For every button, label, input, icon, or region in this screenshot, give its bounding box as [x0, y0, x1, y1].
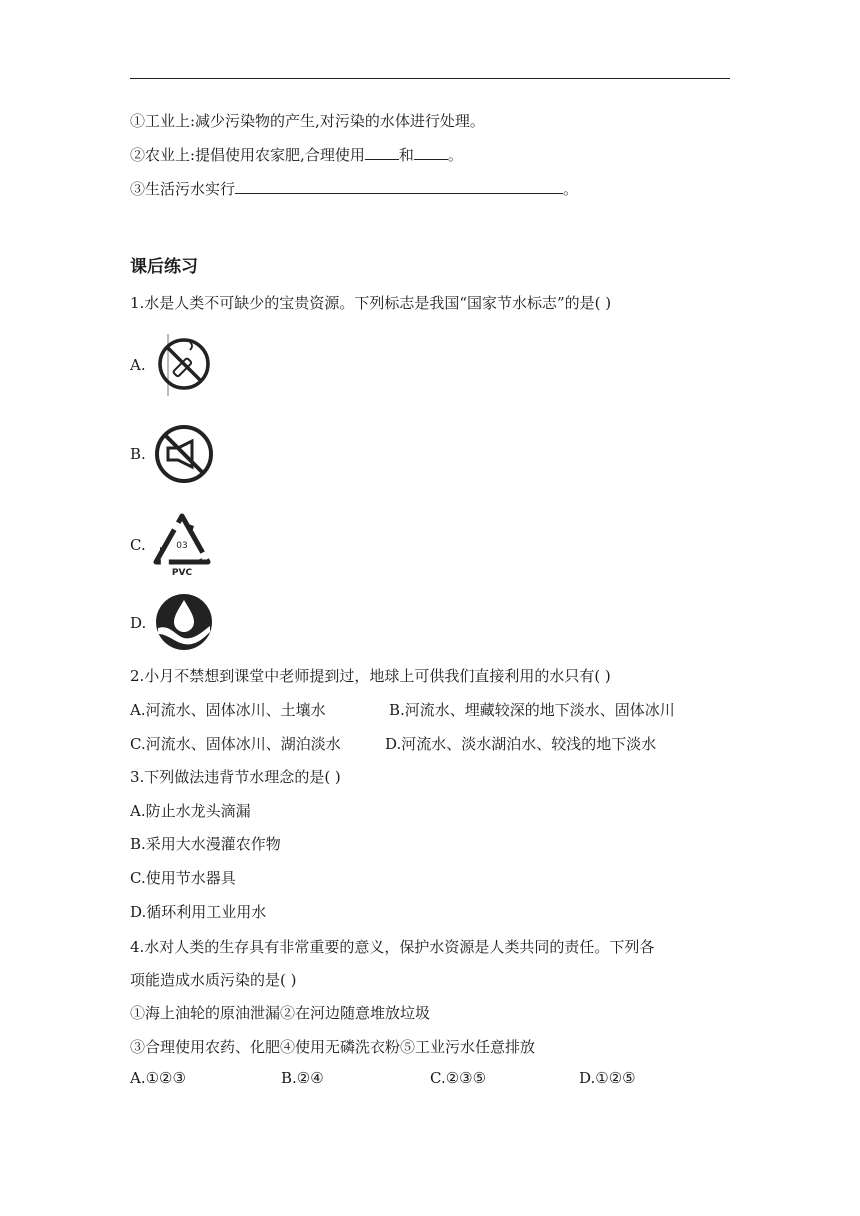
icon-code-text: 03 [176, 541, 188, 551]
question-2-stem: 2.小月不禁想到课堂中老师提到过，地球上可供我们直接利用的水只有( ) [130, 667, 611, 685]
q4-option-a[interactable]: A.①②③ [130, 1069, 186, 1087]
icon-material-text: PVC [171, 568, 193, 578]
list-item-industry: ①工业上:减少污染物的产生,对污染的水体进行处理。 [130, 112, 485, 130]
fill-blank[interactable] [414, 145, 448, 160]
q4-option-c[interactable]: C.②③⑤ [430, 1069, 487, 1087]
question-3-stem: 3.下列做法违背节水理念的是( ) [130, 768, 341, 786]
water-saving-icon [150, 592, 216, 654]
no-smoking-icon [150, 332, 214, 398]
q2-option-a[interactable]: A.河流水、固体冰川、土壤水 [130, 701, 326, 719]
fill-blank[interactable] [365, 145, 399, 160]
q1-option-a-label[interactable]: A. [130, 356, 146, 374]
pvc-recycle-icon [150, 512, 214, 578]
question-1-stem: 1.水是人类不可缺少的宝贵资源。下列标志是我国“国家节水标志”的是( ) [130, 294, 612, 312]
q3-option-c[interactable]: C.使用节水器具 [130, 869, 236, 887]
header-rule [130, 78, 730, 79]
list-item-domestic: ③生活污水实行 。 [130, 180, 579, 198]
q3-option-a[interactable]: A.防止水龙头滴漏 [130, 802, 251, 820]
q1-option-b-label[interactable]: B. [130, 445, 146, 463]
q2-option-c[interactable]: C.河流水、固体冰川、湖泊淡水 [130, 735, 341, 753]
q2-option-b[interactable]: B.河流水、埋藏较深的地下淡水、固体冰川 [389, 701, 675, 719]
q4-option-b[interactable]: B.②④ [281, 1069, 324, 1087]
question-4-item-line2: ③合理使用农药、化肥④使用无磷洗衣粉⑤工业污水任意排放 [130, 1038, 536, 1056]
q3-option-d[interactable]: D.循环利用工业用水 [130, 903, 267, 921]
list-item-agriculture: ②农业上:提倡使用农家肥,合理使用 和 。 [130, 146, 463, 164]
q3-option-b[interactable]: B.采用大水漫灌农作物 [130, 835, 281, 853]
q4-option-d[interactable]: D.①②⑤ [579, 1069, 636, 1087]
section-title: 课后练习 [130, 257, 198, 277]
question-4-stem-line1: 4.水对人类的生存具有非常重要的意义，保护水资源是人类共同的责任。下列各 [130, 938, 655, 956]
q2-option-d[interactable]: D.河流水、淡水湖泊水、较浅的地下淡水 [385, 735, 657, 753]
question-4-item-line1: ①海上油轮的原油泄漏②在河边随意堆放垃圾 [130, 1004, 431, 1022]
q1-option-d-label[interactable]: D. [130, 614, 147, 632]
no-horn-icon [150, 422, 216, 486]
question-4-stem-line2: 项能造成水质污染的是( ) [130, 971, 297, 989]
fill-blank[interactable] [235, 179, 563, 194]
q1-option-c-label[interactable]: C. [130, 536, 146, 554]
